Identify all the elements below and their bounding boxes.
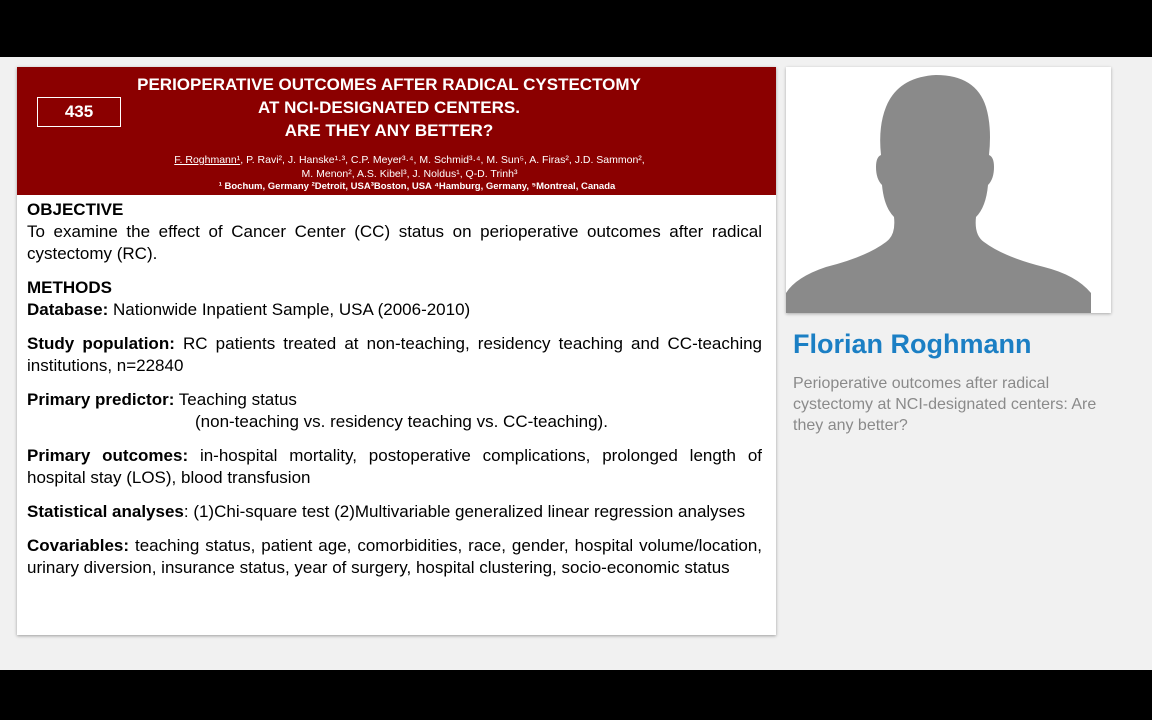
poster-title-line: ARE THEY ANY BETTER?	[284, 121, 494, 140]
objective-heading: OBJECTIVE	[27, 200, 124, 219]
predictor-detail: (non-teaching vs. residency teaching vs. CC-teaching).	[195, 412, 608, 431]
covariables-line: Covariables: teaching status, patient age, comorbidities, race, gender, hospital volume/location, urinary diversion, insurance status, year of surgery, hospital clustering, socio-economic status	[27, 536, 762, 577]
poster-title-line: PERIOPERATIVE OUTCOMES AFTER RADICAL CYSTECTOMY	[137, 75, 641, 94]
poster-affiliations: ¹ Bochum, Germany ²Detroit, USA³Boston, USA ⁴Hamburg, Germany, ⁵Montreal, Canada	[218, 181, 616, 192]
outcomes-line: Primary outcomes: in-hospital mortality, postoperative complications, prolonged length of hospital stay (LOS), blood transfusion	[27, 446, 762, 487]
stats-line: Statistical analyses: (1)Chi-square test (2)Multivariable generalized linear regression analyses	[27, 502, 746, 521]
poster-slide	[17, 67, 776, 635]
predictor-line: Primary predictor: Teaching status	[27, 390, 297, 409]
database-line: Database: Nationwide Inpatient Sample, USA (2006-2010)	[27, 300, 471, 319]
person-silhouette-icon	[786, 67, 1111, 313]
speaker-name: Florian Roghmann	[793, 329, 1032, 359]
speaker-photo-card	[786, 67, 1111, 313]
poster-banner	[17, 67, 776, 195]
poster-body	[27, 199, 762, 579]
poster-authors	[87, 153, 732, 181]
poster-title-line: AT NCI-DESIGNATED CENTERS.	[258, 98, 520, 117]
authors-line-1	[87, 153, 732, 167]
poster-title	[109, 73, 669, 142]
objective-text: To examine the effect of Cancer Center (CC) status on perioperative outcomes after radical cystectomy (RC).	[27, 222, 762, 263]
authors-rest: , P. Ravi², J. Hanske¹·³, C.P. Meyer³·⁴, M. Schmid³·⁴, M. Sun⁵, A. Firas², J.D. Sammon²,	[240, 154, 645, 166]
authors-line-2: M. Menon², A.S. Kibel³, J. Noldus¹, Q-D. Trinh³	[301, 168, 518, 180]
methods-heading: METHODS	[27, 278, 112, 297]
video-stage	[0, 57, 1152, 670]
talk-title: Perioperative outcomes after radical cystectomy at NCI-designated centers: Are they any better?	[793, 375, 1097, 434]
first-author: F. Roghmann¹	[174, 154, 241, 166]
poster-number-badge: 435	[37, 97, 121, 127]
population-line: Study population: RC patients treated at non-teaching, residency teaching and CC-teaching institutions, n=22840	[27, 334, 762, 375]
